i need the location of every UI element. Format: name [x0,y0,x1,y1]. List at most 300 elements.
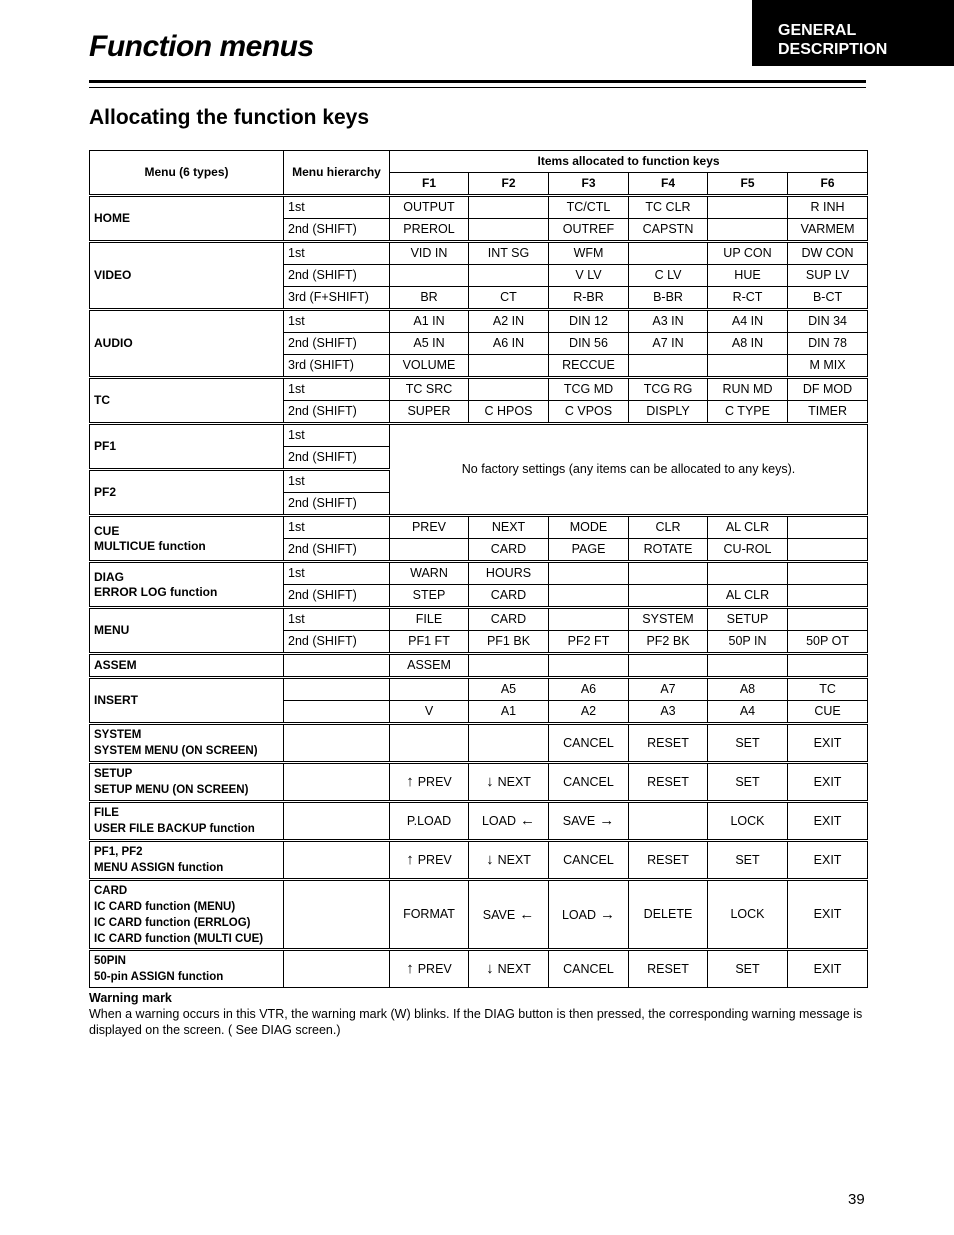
key-f2-cell [469,880,549,950]
key-f3-cell [549,631,629,654]
key-f2-cell [469,841,549,880]
key-f4-cell [629,880,708,950]
key-label: STEP [412,588,446,602]
key-label: M MIX [809,358,846,372]
menu-description: 50-pin ASSIGN function [94,971,224,983]
menu-description: SETUP MENU (ON SCREEN) [94,784,249,796]
key-f1-cell [390,631,469,654]
key-f2-cell [469,724,549,763]
key-label: CU-ROL [723,542,772,556]
key-f1-cell [390,841,469,880]
key-f1-cell [390,763,469,802]
key-label: AL CLR [725,588,770,602]
key-label: PF2 BK [646,634,690,648]
key-f4-cell [629,401,708,424]
key-f4-cell [629,763,708,802]
menu-hierarchy-cell: 2nd (SHIFT) [284,219,390,242]
table-row [90,678,868,701]
key-label: TC SRC [405,382,453,396]
key-label: CT [500,290,517,304]
table-row [90,242,868,265]
key-f1-cell [390,562,469,585]
menu-hierarchy-cell: 2nd (SHIFT) [284,333,390,355]
key-f1-cell [390,355,469,378]
key-f5-cell [708,678,788,701]
key-label: DIN 12 [569,314,608,328]
key-f5-cell [708,802,788,841]
key-label: SUP LV [805,268,850,282]
key-f1-cell [390,678,469,701]
key-label: DELETE [643,907,693,921]
key-label: BR [420,290,438,304]
key-f2-cell [469,516,549,539]
key-label: MODE [569,520,608,534]
key-f1-cell [390,880,469,950]
key-f3-cell [549,401,629,424]
key-f2-cell [469,355,549,378]
header-key-f6: F6 [788,173,868,196]
menu-name: CARD [94,884,128,897]
menu-name: FILE [94,807,119,819]
key-f2-cell [469,585,549,608]
header-key-f2: F2 [469,173,549,196]
menu-hierarchy-cell: 3rd (F+SHIFT) [284,287,390,310]
page-number: 39 [848,1191,865,1208]
key-f1-cell [390,242,469,265]
key-f5-cell [708,841,788,880]
key-f6-cell [788,287,868,310]
menu-name: CUE [94,523,120,538]
key-f1-cell [390,287,469,310]
key-label: SYSTEM [642,612,694,626]
menu-description: SYSTEM MENU (ON SCREEN) [94,745,258,757]
key-f2-cell [469,950,549,988]
key-label: A4 IN [731,314,764,328]
menu-hierarchy-cell [284,763,390,802]
menu-name-cell [90,310,284,378]
key-label: TIMER [808,404,847,418]
section-tab [752,0,954,66]
key-f5-cell [708,763,788,802]
key-f6-cell [788,654,868,678]
key-f2-cell [469,701,549,724]
key-label: EXIT [813,907,842,921]
menu-description: ERROR LOG function [94,584,218,599]
warning-title: Warning mark [89,991,172,1005]
key-label: RECCUE [562,358,615,372]
key-f2-cell [469,287,549,310]
key-f2-cell [469,196,549,219]
key-f5-cell [708,701,788,724]
menu-description: IC CARD function (MULTI CUE) [94,932,264,945]
menu-name-cell [90,608,284,654]
menu-hierarchy-cell [284,678,390,701]
key-label: SET [735,735,760,750]
key-f1-cell [390,950,469,988]
table-body [90,196,868,988]
key-f2-cell [469,631,549,654]
table-row [90,516,868,539]
table-row [90,310,868,333]
key-f3-cell [549,724,629,763]
table-row [90,724,868,763]
menu-hierarchy-cell: 2nd (SHIFT) [284,265,390,287]
key-f3-cell [549,562,629,585]
key-label: PREV [411,520,447,534]
key-f4-cell [629,242,708,265]
key-label: PF1 FT [408,634,450,648]
table-row [90,608,868,631]
key-f1-cell [390,701,469,724]
key-label: A3 [660,704,676,718]
table-row [90,562,868,585]
key-f5-cell [708,219,788,242]
menu-description: MENU ASSIGN function [94,862,224,874]
key-f5-cell [708,562,788,585]
key-label: A5 [500,682,517,696]
key-f3-cell [549,701,629,724]
key-label: A1 IN [413,314,445,328]
key-label: A5 IN [413,336,445,350]
key-f1-cell [390,401,469,424]
key-f5-cell [708,333,788,355]
key-label: SAVE [482,907,516,922]
menu-name-cell [90,950,284,988]
key-f3-cell [549,802,629,841]
key-f2-cell [469,539,549,562]
key-f3-cell [549,585,629,608]
key-f3-cell [549,378,629,401]
key-f6-cell [788,841,868,880]
key-f2-cell [469,265,549,287]
key-label: CANCEL [563,852,614,867]
key-label: A6 [580,682,597,696]
key-label: DISPLY [646,404,690,418]
key-label: CANCEL [563,774,614,789]
key-label: 50P IN [728,634,767,648]
key-label: NEXT [497,775,531,789]
key-f6-cell [788,265,868,287]
key-label: LOCK [730,813,765,828]
menu-description: IC CARD function (ERRLOG) [94,916,251,929]
key-label: LOAD [561,907,597,922]
key-label: SET [735,961,760,976]
key-f4-cell [629,265,708,287]
page-title: Function menus [89,30,314,63]
key-f5-cell [708,378,788,401]
warning-text: When a warning occurs in this VTR, the warning mark (W) blinks. If the DIAG button is then pressed, the corresponding warning message is displayed on the screen. ( See DIAG screen.) [89,1007,863,1037]
key-label: LOCK [730,907,765,921]
key-f6-cell [788,880,868,950]
menu-hierarchy-cell: 1st [284,242,390,265]
key-label: LOAD [481,814,517,828]
key-f6-cell [788,724,868,763]
key-f6-cell [788,310,868,333]
key-label: TC CLR [645,200,691,214]
menu-description: USER FILE BACKUP function [94,823,255,835]
arrow-up-icon: ↑ [406,851,414,868]
key-f5-cell [708,585,788,608]
menu-name-cell [90,841,284,880]
key-f6-cell [788,378,868,401]
menu-hierarchy-cell [284,841,390,880]
key-label: B-CT [812,290,843,304]
key-label: A4 [739,704,756,718]
key-f4-cell [629,701,708,724]
key-f1-cell [390,539,469,562]
key-f4-cell [629,802,708,841]
key-f3-cell [549,880,629,950]
key-label: SETUP [726,612,769,626]
key-f5-cell [708,539,788,562]
key-f6-cell [788,631,868,654]
key-f2-cell [469,333,549,355]
key-f2-cell [469,242,549,265]
key-label: HUE [734,268,761,282]
key-label: HOURS [485,566,532,580]
key-label: SAVE [562,814,596,828]
menu-hierarchy-cell [284,950,390,988]
key-label: VOLUME [402,358,456,372]
key-f6-cell [788,950,868,988]
key-f4-cell [629,196,708,219]
key-label: CUE [814,704,841,718]
key-label: NEXT [497,962,531,976]
key-label: DIN 34 [808,314,847,328]
menu-description: IC CARD function (MENU) [94,900,236,913]
header-menu: Menu (6 types) [90,151,284,196]
key-f3-cell [549,355,629,378]
key-f2-cell [469,678,549,701]
key-label: CANCEL [563,735,614,750]
key-label: CAPSTN [642,222,694,236]
table-row [90,196,868,219]
menu-name-cell [90,196,284,242]
key-f2-cell [469,763,549,802]
key-label: V [424,704,434,718]
key-label: TCG RG [643,382,693,396]
key-f2-cell [469,378,549,401]
arrow-right-icon: → [600,905,616,923]
menu-hierarchy-cell: 1st [284,378,390,401]
key-label: CLR [655,520,681,534]
key-label: PREROL [403,222,455,236]
key-f5-cell [708,608,788,631]
key-f4-cell [629,516,708,539]
menu-name-cell [90,470,284,516]
key-f3-cell [549,678,629,701]
arrow-down-icon: ↓ [486,960,494,977]
key-label: EXIT [813,735,842,750]
key-f5-cell [708,310,788,333]
key-label: TC [819,682,836,696]
menu-name-cell [90,424,284,470]
menu-name: TC [94,393,110,407]
key-f1-cell [390,196,469,219]
key-f3-cell [549,763,629,802]
menu-hierarchy-cell: 2nd (SHIFT) [284,585,390,608]
menu-name: SYSTEM [94,729,142,741]
menu-name: AUDIO [94,336,133,350]
menu-hierarchy-cell: 3rd (SHIFT) [284,355,390,378]
key-f2-cell [469,401,549,424]
table-row [90,841,868,880]
key-f2-cell [469,608,549,631]
menu-name-cell [90,654,284,678]
key-f6-cell [788,802,868,841]
header-hierarchy: Menu hierarchy [284,151,390,196]
table-row [90,763,868,802]
key-label: FORMAT [403,907,455,921]
key-f3-cell [549,333,629,355]
key-label: ROTATE [643,542,693,556]
key-f2-cell [469,562,549,585]
menu-hierarchy-cell [284,724,390,763]
key-label: EXIT [813,774,842,789]
key-label: WFM [573,246,604,260]
key-f1-cell [390,378,469,401]
key-f2-cell [469,219,549,242]
key-f1-cell [390,654,469,678]
key-f1-cell [390,265,469,287]
menu-name: HOME [94,211,130,225]
menu-name: ASSEM [94,658,137,672]
key-f6-cell [788,516,868,539]
key-f1-cell [390,608,469,631]
key-f2-cell [469,310,549,333]
key-label: TC/CTL [566,200,611,214]
key-f2-cell [469,802,549,841]
key-f5-cell [708,242,788,265]
key-label: NEXT [497,853,531,867]
key-f3-cell [549,265,629,287]
key-f4-cell [629,539,708,562]
key-label: C TYPE [725,404,770,418]
arrow-right-icon: → [599,812,615,829]
key-label: C LV [654,268,682,282]
key-f6-cell [788,763,868,802]
menu-name: MENU [94,623,130,637]
key-f1-cell [390,310,469,333]
arrow-left-icon: ← [519,905,535,923]
menu-hierarchy-cell: 1st [284,310,390,333]
key-f4-cell [629,654,708,678]
menu-name: PF1 [94,439,117,453]
key-f4-cell [629,631,708,654]
key-f5-cell [708,631,788,654]
key-label: NEXT [491,520,526,534]
key-f5-cell [708,265,788,287]
key-label: INT SG [487,246,530,260]
arrow-up-icon: ↑ [406,773,414,790]
key-label: C VPOS [564,404,613,418]
key-label: OUTREF [562,222,615,236]
key-f3-cell [549,242,629,265]
key-label: AL CLR [725,520,770,534]
key-label: FILE [415,612,443,626]
key-label: A8 IN [731,336,764,350]
key-label: RESET [647,961,689,976]
key-label: PREV [417,962,452,976]
key-f6-cell [788,562,868,585]
key-label: RESET [647,852,689,867]
menu-hierarchy-cell: 1st [284,470,390,493]
function-keys-table [89,150,868,988]
key-label: R-CT [732,290,763,304]
key-label: DIN 56 [569,336,608,350]
menu-name-cell [90,562,284,608]
key-f5-cell [708,287,788,310]
key-f6-cell [788,608,868,631]
key-f4-cell [629,219,708,242]
key-label: A8 [739,682,756,696]
table-row [90,424,868,447]
menu-name-cell [90,516,284,562]
key-f6-cell [788,333,868,355]
key-label: A1 [500,704,517,718]
menu-name: PF1, PF2 [94,846,143,858]
header-key-f4: F4 [629,173,708,196]
key-f5-cell [708,880,788,950]
key-f4-cell [629,310,708,333]
menu-hierarchy-cell: 2nd (SHIFT) [284,401,390,424]
arrow-left-icon: ← [520,812,536,829]
menu-hierarchy-cell: 1st [284,516,390,539]
key-f6-cell [788,242,868,265]
key-f3-cell [549,654,629,678]
menu-hierarchy-cell: 1st [284,562,390,585]
key-f5-cell [708,355,788,378]
key-f4-cell [629,841,708,880]
menu-hierarchy-cell: 2nd (SHIFT) [284,631,390,654]
key-label: VID IN [410,246,448,260]
table-row [90,880,868,950]
key-label: WARN [410,566,448,580]
menu-hierarchy-cell [284,802,390,841]
table-row [90,654,868,678]
key-f6-cell [788,585,868,608]
menu-name: VIDEO [94,268,132,282]
key-label: SET [735,852,760,867]
key-label: TCG MD [563,382,614,396]
key-f3-cell [549,608,629,631]
key-label: PF1 BK [486,634,531,648]
menu-name: SETUP [94,768,133,780]
no-factory-settings-note: No factory settings (any items can be allocated to any keys). [390,424,868,516]
menu-description: MULTICUE function [94,538,206,553]
arrow-down-icon: ↓ [486,851,494,868]
menu-hierarchy-cell: 1st [284,196,390,219]
key-f3-cell [549,310,629,333]
key-label: A6 IN [492,336,525,350]
menu-name-cell [90,242,284,310]
section-tab-line-2: DESCRIPTION [778,41,888,58]
menu-name: DIAG [94,569,124,584]
key-f1-cell [390,724,469,763]
key-label: A7 [660,682,676,696]
key-f4-cell [629,378,708,401]
arrow-down-icon: ↓ [486,773,494,790]
menu-hierarchy-cell: 2nd (SHIFT) [284,493,390,516]
menu-name-cell [90,724,284,763]
key-label: R INH [810,200,845,214]
key-f5-cell [708,196,788,219]
key-label: PF2 FT [567,634,610,648]
arrow-up-icon: ↑ [406,960,414,977]
key-f3-cell [549,287,629,310]
key-f5-cell [708,950,788,988]
key-label: 50P OT [806,634,849,648]
